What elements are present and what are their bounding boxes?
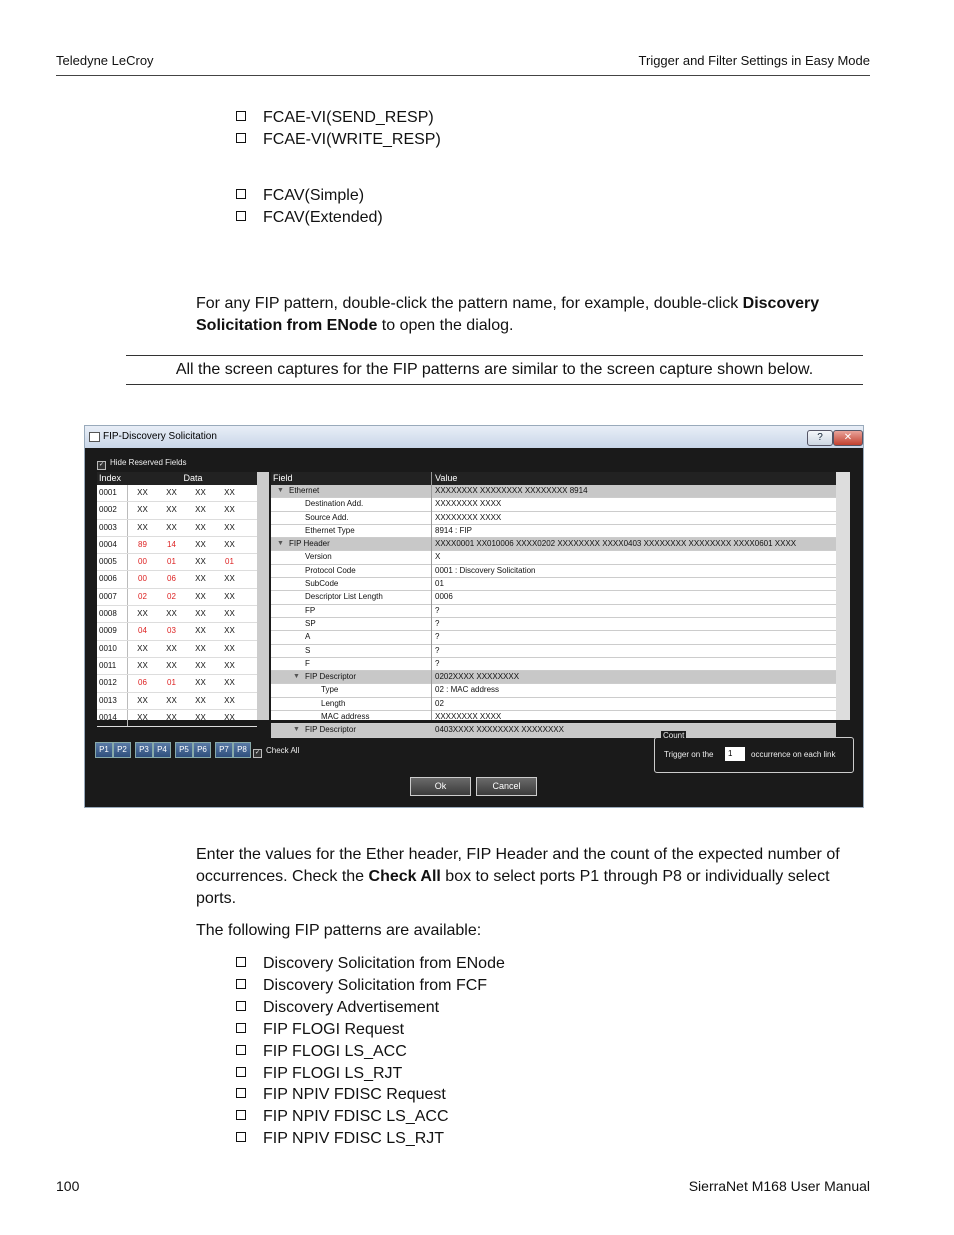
tree-value[interactable]: XXXXXXXX XXXX bbox=[435, 499, 502, 509]
window-icon bbox=[89, 432, 100, 442]
column-divider bbox=[431, 472, 432, 720]
tree-value[interactable]: 0001 : Discovery Solicitation bbox=[435, 565, 536, 575]
page-number: 100 bbox=[56, 1178, 80, 1194]
count-label-after: occurrence on each link bbox=[751, 750, 836, 759]
grid-data-cell[interactable]: XX bbox=[137, 609, 148, 619]
count-label-before: Trigger on the bbox=[664, 750, 714, 759]
grid-header bbox=[97, 472, 257, 485]
bullet-item: FCAV(Extended) bbox=[236, 207, 383, 229]
checkbox-bullet-icon bbox=[236, 111, 246, 121]
pattern-list-item: Discovery Advertisement bbox=[236, 997, 439, 1019]
dialog-title: FIP-Discovery Solicitation bbox=[103, 431, 217, 442]
tree-field: Type bbox=[321, 685, 339, 695]
grid-data-cell[interactable]: XX bbox=[195, 626, 206, 636]
pattern-list-item: FIP NPIV FDISC Request bbox=[236, 1084, 446, 1106]
grid-data-cell[interactable]: XX bbox=[195, 643, 206, 653]
grid-row[interactable] bbox=[97, 675, 257, 692]
tree-row[interactable] bbox=[271, 605, 836, 618]
count-input[interactable]: 1 bbox=[725, 747, 745, 761]
grid-row[interactable] bbox=[97, 502, 257, 519]
tree-value[interactable]: 0006 bbox=[435, 592, 453, 602]
expand-triangle-icon[interactable]: ▼ bbox=[293, 673, 300, 681]
grid-data-cell[interactable]: XX bbox=[137, 643, 148, 653]
port-button-p6[interactable]: P6 bbox=[193, 742, 211, 758]
grid-data-cell[interactable]: 06 bbox=[138, 678, 147, 688]
grid-data-cell[interactable]: 00 bbox=[138, 574, 147, 584]
grid-data-cell[interactable]: XX bbox=[224, 522, 235, 532]
grid-data-cell[interactable]: XX bbox=[224, 539, 235, 549]
grid-row[interactable] bbox=[97, 520, 257, 537]
grid-index-cell: 0005 bbox=[97, 554, 128, 570]
tree-row[interactable] bbox=[271, 671, 836, 684]
tree-value[interactable]: XXXXXXXX XXXXXXXX XXXXXXXX 8914 bbox=[435, 486, 588, 495]
grid-data-cell[interactable]: 00 bbox=[138, 557, 147, 567]
grid-row[interactable] bbox=[97, 641, 257, 658]
grid-data-cell[interactable]: XX bbox=[166, 609, 177, 619]
tree-field: FIP Descriptor bbox=[305, 725, 356, 735]
grid-data-cell[interactable]: 01 bbox=[167, 678, 176, 688]
grid-data-cell[interactable]: 14 bbox=[167, 539, 176, 549]
port-button-p8[interactable]: P8 bbox=[233, 742, 251, 758]
port-button-p4[interactable]: P4 bbox=[153, 742, 171, 758]
port-button-p2[interactable]: P2 bbox=[113, 742, 131, 758]
tree-field: Ethernet bbox=[289, 486, 320, 495]
grid-row[interactable] bbox=[97, 485, 257, 502]
tree-value[interactable]: ? bbox=[435, 658, 440, 668]
header-left: Teledyne LeCroy bbox=[56, 53, 154, 68]
close-button[interactable]: ✕ bbox=[833, 430, 863, 446]
tree-field: Descriptor List Length bbox=[305, 592, 383, 602]
grid-index-cell: 0006 bbox=[97, 571, 128, 587]
grid-row[interactable] bbox=[97, 710, 257, 727]
tree-value[interactable]: 8914 : FIP bbox=[435, 525, 472, 535]
expand-triangle-icon[interactable]: ▼ bbox=[293, 726, 300, 734]
tree-value[interactable]: 02 bbox=[435, 698, 444, 708]
pattern-list-item: Discovery Solicitation from FCF bbox=[236, 975, 487, 997]
tree-value[interactable]: X bbox=[435, 552, 441, 562]
tree-value[interactable]: 02 : MAC address bbox=[435, 685, 500, 695]
grid-data-cell[interactable]: XX bbox=[195, 488, 206, 497]
tree-value[interactable]: 0202XXXX XXXXXXXX bbox=[435, 672, 520, 682]
grid-index-cell: 0012 bbox=[97, 675, 128, 691]
tree-field: Destination Add. bbox=[305, 499, 364, 509]
ok-button[interactable]: Ok bbox=[410, 777, 471, 796]
grid-data-cell[interactable]: XX bbox=[195, 712, 206, 722]
grid-data-cell[interactable]: XX bbox=[166, 660, 177, 670]
grid-data-cell[interactable]: XX bbox=[195, 557, 206, 567]
tree-value[interactable]: 01 bbox=[435, 579, 444, 589]
tree-row[interactable] bbox=[271, 551, 836, 564]
tree-field: SP bbox=[305, 618, 316, 628]
tree-header-value: Value bbox=[435, 473, 458, 483]
tree-value[interactable]: XXXXXXXX XXXX bbox=[435, 512, 502, 522]
tree-field: MAC address bbox=[321, 712, 370, 722]
tree-field: Ethernet Type bbox=[305, 525, 355, 535]
grid-data-cell[interactable]: XX bbox=[224, 505, 235, 515]
pattern-list-item: FIP FLOGI LS_ACC bbox=[236, 1041, 407, 1063]
grid-index-cell: 0009 bbox=[97, 623, 128, 639]
grid-row[interactable] bbox=[97, 554, 257, 571]
grid-data-cell[interactable]: XX bbox=[195, 522, 206, 532]
tree-row[interactable] bbox=[271, 684, 836, 697]
tree-field: Length bbox=[321, 698, 346, 708]
grid-row[interactable] bbox=[97, 658, 257, 675]
grid-data-cell[interactable]: XX bbox=[166, 695, 177, 705]
expand-triangle-icon[interactable]: ▼ bbox=[277, 487, 284, 494]
grid-header-data: Data bbox=[183, 473, 203, 483]
tree-row[interactable] bbox=[271, 698, 836, 711]
checkbox-bullet-icon bbox=[236, 189, 246, 199]
grid-data-cell[interactable]: 02 bbox=[167, 591, 176, 601]
pattern-list-item: FIP NPIV FDISC LS_RJT bbox=[236, 1128, 444, 1150]
grid-header-index: Index bbox=[99, 473, 122, 483]
grid-data-cell[interactable]: XX bbox=[195, 505, 206, 515]
patterns-intro: The following FIP patterns are available: bbox=[196, 922, 482, 939]
grid-data-cell[interactable]: XX bbox=[137, 505, 148, 515]
tree-row[interactable] bbox=[271, 565, 836, 578]
grid-data-cell[interactable]: 01 bbox=[225, 557, 234, 567]
checkbox-bullet-icon bbox=[236, 211, 246, 221]
grid-data-cell[interactable]: 04 bbox=[138, 626, 147, 636]
cancel-button[interactable]: Cancel bbox=[476, 777, 537, 796]
tree-field: Version bbox=[305, 552, 332, 562]
grid-index-cell: 0011 bbox=[97, 658, 128, 674]
grid-data-cell[interactable]: XX bbox=[166, 522, 177, 532]
grid-row[interactable] bbox=[97, 537, 257, 554]
grid-index-cell: 0013 bbox=[97, 693, 128, 709]
tree-row[interactable] bbox=[271, 645, 836, 658]
tree-field: FIP Descriptor bbox=[305, 672, 356, 682]
grid-data-cell[interactable]: XX bbox=[137, 660, 148, 670]
grid-data-cell[interactable]: XX bbox=[224, 609, 235, 619]
tree-row[interactable] bbox=[271, 658, 836, 671]
tree-row[interactable] bbox=[271, 724, 836, 737]
note-box: All the screen captures for the FIP patterns are similar to the screen capture shown below. bbox=[126, 355, 863, 385]
header-right: Trigger and Filter Settings in Easy Mode bbox=[638, 53, 870, 68]
grid-data-cell[interactable]: XX bbox=[166, 643, 177, 653]
port-button-p3[interactable]: P3 bbox=[135, 742, 153, 758]
grid-data-cell[interactable]: XX bbox=[137, 522, 148, 532]
grid-data-cell[interactable]: XX bbox=[195, 574, 206, 584]
grid-data-cell[interactable]: XX bbox=[137, 712, 148, 722]
tree-header-field: Field bbox=[273, 473, 293, 483]
tree-field: Protocol Code bbox=[305, 565, 356, 575]
grid-data-cell[interactable]: XX bbox=[224, 712, 235, 722]
grid-data-cell[interactable]: XX bbox=[224, 591, 235, 601]
grid-data-cell[interactable]: XX bbox=[195, 539, 206, 549]
grid-data-cell[interactable]: XX bbox=[195, 695, 206, 705]
tree-value[interactable]: ? bbox=[435, 618, 440, 628]
grid-data-cell[interactable]: 06 bbox=[167, 574, 176, 584]
checkbox-bullet-icon bbox=[236, 1110, 246, 1120]
checkbox-bullet-icon bbox=[236, 1088, 246, 1098]
grid-data-cell[interactable]: XX bbox=[166, 712, 177, 722]
grid-data-cell[interactable]: XX bbox=[137, 695, 148, 705]
bullet-item: FCAE-VI(WRITE_RESP) bbox=[236, 129, 441, 151]
check-all-checkbox[interactable]: ✓ Check All bbox=[254, 746, 300, 756]
tree-field: A bbox=[305, 632, 311, 642]
header-rule bbox=[56, 75, 870, 76]
tree-value[interactable]: XXXXXXXX XXXX bbox=[435, 712, 502, 722]
tree-scrollbar[interactable] bbox=[836, 472, 850, 720]
grid-index-cell: 0001 bbox=[97, 485, 128, 501]
grid-index-cell: 0014 bbox=[97, 710, 128, 726]
field-tree bbox=[271, 472, 836, 735]
grid-data-cell[interactable]: XX bbox=[195, 678, 206, 688]
bullet-item: FCAV(Simple) bbox=[236, 185, 364, 207]
checkbox-bullet-icon bbox=[236, 133, 246, 143]
grid-index-cell: 0007 bbox=[97, 589, 128, 605]
tree-row[interactable] bbox=[271, 525, 836, 538]
pattern-list-item: FIP NPIV FDISC LS_ACC bbox=[236, 1106, 449, 1128]
grid-row[interactable] bbox=[97, 606, 257, 623]
grid-data-cell[interactable]: XX bbox=[224, 660, 235, 670]
dialog-title-bar bbox=[85, 426, 863, 448]
grid-data-cell[interactable]: XX bbox=[224, 678, 235, 688]
tree-value[interactable]: ? bbox=[435, 605, 440, 615]
hide-reserved-checkbox[interactable]: ✓ Hide Reserved Fields bbox=[98, 458, 187, 468]
tree-row[interactable] bbox=[271, 711, 836, 724]
tree-row[interactable] bbox=[271, 578, 836, 591]
fip-dialog bbox=[84, 425, 864, 808]
grid-data-cell[interactable]: XX bbox=[166, 505, 177, 515]
grid-index-cell: 0004 bbox=[97, 537, 128, 553]
hex-grid bbox=[97, 472, 257, 720]
port-button-p1[interactable]: P1 bbox=[95, 742, 113, 758]
tree-header bbox=[271, 472, 836, 485]
port-button-p7[interactable]: P7 bbox=[215, 742, 233, 758]
check-icon: ✓ bbox=[98, 462, 105, 468]
checkbox-bullet-icon bbox=[236, 957, 246, 967]
tree-field: FIP Header bbox=[289, 539, 330, 549]
tree-field: S bbox=[305, 645, 311, 655]
tree-row[interactable] bbox=[271, 538, 836, 551]
manual-title: SierraNet M168 User Manual bbox=[688, 1178, 870, 1194]
checkbox-bullet-icon bbox=[236, 979, 246, 989]
tree-row[interactable] bbox=[271, 618, 836, 631]
grid-data-cell[interactable]: XX bbox=[137, 488, 148, 497]
intro-paragraph: For any FIP pattern, double-click the pattern name, for example, double-click Discovery Solicitation from ENode to open the dialog. bbox=[196, 295, 820, 334]
grid-index-cell: 0003 bbox=[97, 520, 128, 536]
grid-row[interactable] bbox=[97, 623, 257, 640]
checkbox-bullet-icon bbox=[236, 1045, 246, 1055]
expand-triangle-icon[interactable]: ▼ bbox=[277, 540, 284, 548]
tree-row[interactable] bbox=[271, 498, 836, 511]
checkbox-bullet-icon bbox=[236, 1067, 246, 1077]
grid-data-cell[interactable]: XX bbox=[166, 488, 177, 497]
checkbox-bullet-icon bbox=[236, 1001, 246, 1011]
grid-index-cell: 0008 bbox=[97, 606, 128, 622]
grid-data-cell[interactable]: XX bbox=[195, 660, 206, 670]
pattern-list-item: FIP FLOGI LS_RJT bbox=[236, 1063, 402, 1085]
tree-value[interactable]: 0403XXXX XXXXXXXX XXXXXXXX bbox=[435, 725, 564, 735]
tree-field: Source Add. bbox=[305, 512, 349, 522]
grid-data-cell[interactable]: XX bbox=[224, 643, 235, 653]
tree-field: SubCode bbox=[305, 579, 339, 589]
grid-data-cell[interactable]: XX bbox=[195, 591, 206, 601]
grid-data-cell[interactable]: XX bbox=[224, 488, 235, 497]
count-legend: Count bbox=[663, 731, 685, 740]
bullet-item: FCAE-VI(SEND_RESP) bbox=[236, 107, 434, 129]
tree-field: FP bbox=[305, 605, 316, 615]
tree-value[interactable]: ? bbox=[435, 632, 440, 642]
check-icon: ✓ bbox=[254, 750, 261, 756]
pattern-list-item: Discovery Solicitation from ENode bbox=[236, 953, 505, 975]
help-button[interactable]: ? bbox=[807, 430, 833, 446]
grid-row[interactable] bbox=[97, 693, 257, 710]
tree-row[interactable] bbox=[271, 485, 836, 498]
grid-scrollbar[interactable] bbox=[257, 472, 269, 720]
grid-data-cell[interactable]: 03 bbox=[167, 626, 176, 636]
tree-field: F bbox=[305, 658, 310, 668]
tree-row[interactable] bbox=[271, 512, 836, 525]
checkbox-bullet-icon bbox=[236, 1023, 246, 1033]
grid-data-cell[interactable]: XX bbox=[195, 609, 206, 619]
pattern-list-item: FIP FLOGI Request bbox=[236, 1019, 404, 1041]
grid-index-cell: 0002 bbox=[97, 502, 128, 518]
grid-row[interactable] bbox=[97, 589, 257, 606]
grid-data-cell[interactable]: XX bbox=[224, 695, 235, 705]
tree-row[interactable] bbox=[271, 631, 836, 644]
tree-value[interactable]: ? bbox=[435, 645, 440, 655]
count-group bbox=[654, 731, 854, 773]
grid-row[interactable] bbox=[97, 571, 257, 588]
grid-data-cell[interactable]: 02 bbox=[138, 591, 147, 601]
grid-data-cell[interactable]: 89 bbox=[138, 539, 147, 549]
checkbox-bullet-icon bbox=[236, 1132, 246, 1142]
instructions-paragraph: Enter the values for the Ether header, FIP Header and the count of the expected number of occurrences. Check the Check All box to select ports P1 through P8 or individually select ports. bbox=[196, 846, 840, 907]
grid-data-cell[interactable]: XX bbox=[224, 574, 235, 584]
tree-value[interactable]: XXXX0001 XX010006 XXXX0202 XXXXXXXX XXXX0403 XXXXXXXX XXXXXXXX XXXX0601 XXXX bbox=[435, 539, 797, 549]
grid-data-cell[interactable]: XX bbox=[224, 626, 235, 636]
tree-row[interactable] bbox=[271, 591, 836, 604]
grid-data-cell[interactable]: 01 bbox=[167, 557, 176, 567]
grid-index-cell: 0010 bbox=[97, 641, 128, 657]
port-button-p5[interactable]: P5 bbox=[175, 742, 193, 758]
